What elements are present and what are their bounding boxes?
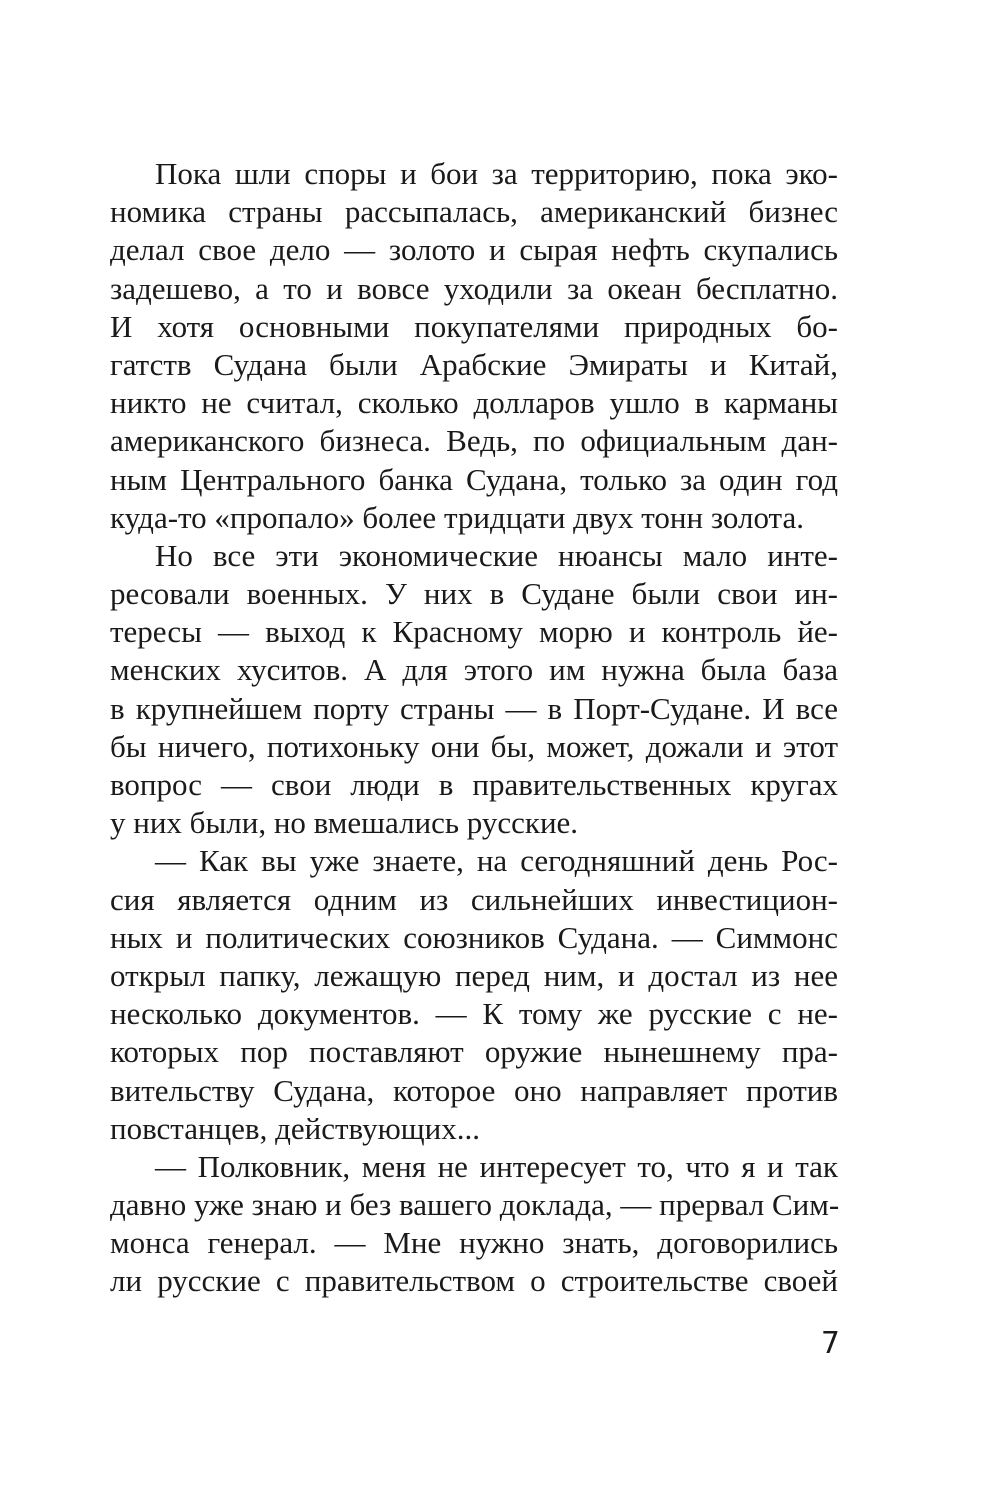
page-number: 7 — [820, 1326, 840, 1361]
text-line: ли русские с правительством о строительстве своей — [110, 1263, 838, 1299]
text-line: ных и политических союзников Судана. — Симмонс — [110, 919, 838, 955]
text-line: делал свое дело — золото и сырая нефть скупались — [110, 232, 838, 268]
text-line: ресовали военных. У них в Судане были свои ин- — [110, 576, 838, 612]
text-line: — Как вы уже знаете, на сегодняшний день Рос- — [155, 843, 838, 879]
text-line: задешево, а то и вовсе уходили за океан бесплатно. — [110, 270, 838, 306]
text-line: американского бизнеса. Ведь, по официальным дан- — [110, 423, 838, 459]
text-line: у них были, но вмешались русские. — [110, 805, 579, 841]
text-line: Пока шли споры и бои за территорию, пока эко- — [155, 156, 838, 191]
text-line: которых пор поставляют оружие нынешнему пра- — [110, 1034, 838, 1070]
text-line: — Полковник, меня не интересует то, что я и так — [155, 1148, 838, 1184]
text-line: вительству Судана, которое оно направляет против — [110, 1072, 838, 1108]
text-line: сия является одним из сильнейших инвестицион- — [110, 881, 838, 917]
text-line: в крупнейшем порту страны — в Порт-Судане. И все — [110, 690, 838, 726]
text-line: никто не считал, сколько долларов ушло в карманы — [110, 385, 838, 421]
text-line: несколько документов. — К тому же русские с не- — [110, 996, 838, 1032]
text-line: повстанцев, действующих... — [110, 1110, 480, 1146]
text-line: менских хуситов. А для этого им нужна была база — [110, 652, 838, 688]
text-line: номика страны рассыпалась, американский бизнес — [110, 194, 838, 230]
text-line: И хотя основными покупателями природных бо- — [110, 308, 838, 344]
text-line: давно уже знаю и без вашего доклада, — прервал Сим- — [110, 1187, 840, 1223]
text-line: тересы — выход к Красному морю и контроль йе- — [110, 614, 838, 650]
text-line: гатств Судана были Арабские Эмираты и Китай, — [110, 346, 838, 382]
text-line: вопрос — свои люди в правительственных кругах — [110, 767, 838, 802]
text-line: открыл папку, лежащую перед ним, и достал из нее — [110, 957, 838, 993]
text-line: монса генерал. — Мне нужно знать, договорились — [110, 1225, 838, 1261]
text-line: куда-то «пропало» более тридцати двух тонн золота. — [110, 499, 804, 535]
text-line: бы ничего, потихоньку они бы, может, дожали и этот — [110, 728, 838, 764]
text-line: Но все эти экономические нюансы мало инте- — [155, 537, 838, 573]
text-line: ным Центрального банка Судана, только за один год — [110, 461, 838, 497]
body-text — [110, 155, 838, 1301]
